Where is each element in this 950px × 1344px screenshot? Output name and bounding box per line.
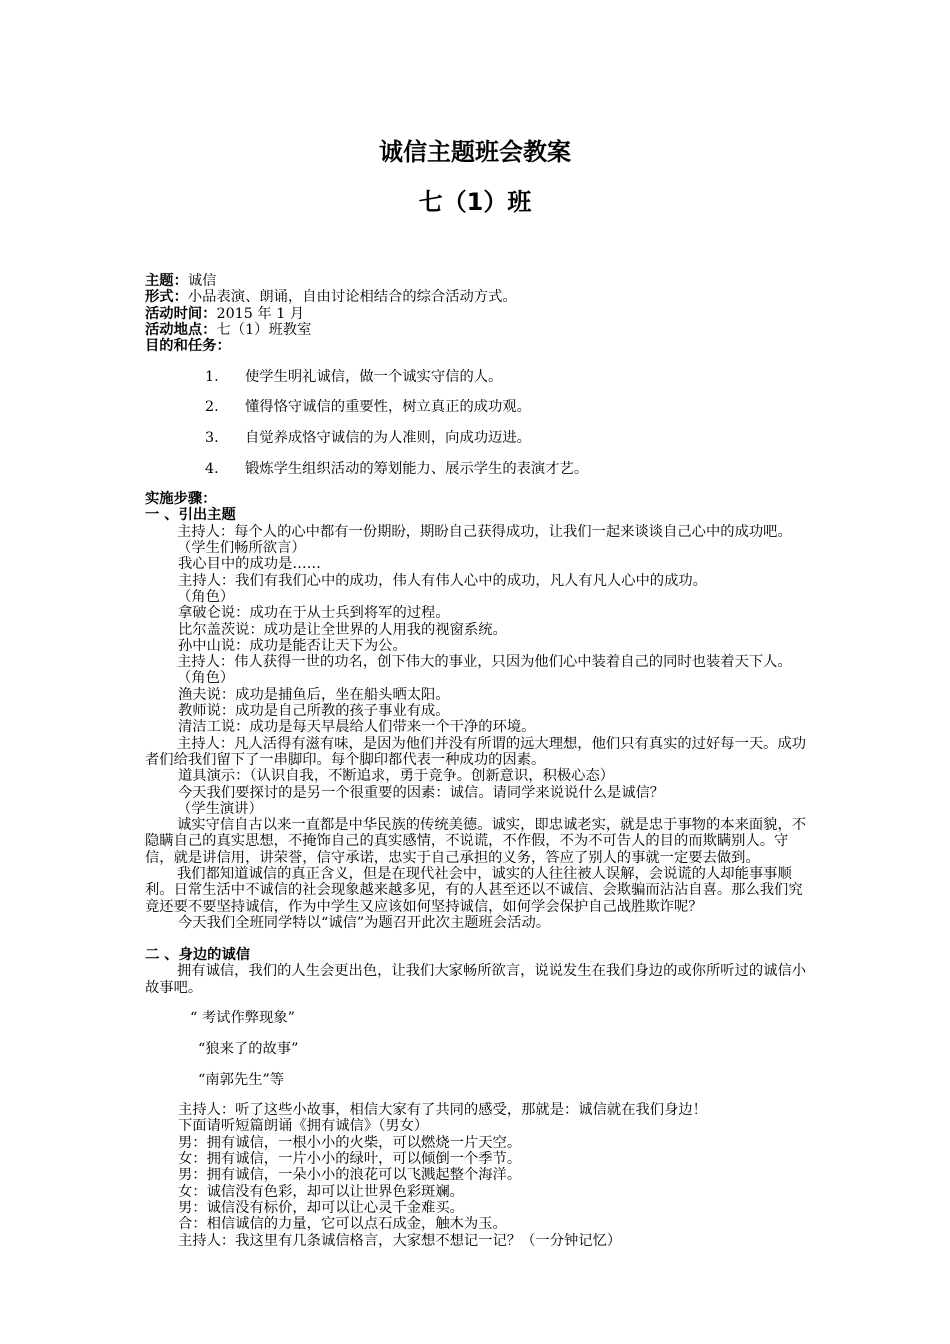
line: 孙中山说：成功是能否让天下为公。 [178,637,407,654]
goal-text: 使学生明礼诚信，做一个诚实守信的人。 [245,368,503,385]
meta-value: 诚信 [187,273,217,289]
meta-place [145,322,810,338]
section-heading: 二 、身边的诚信 [145,947,251,964]
line: （学生演讲） [177,800,263,817]
goal-number: 4. [205,460,219,477]
line: 主持人：我这里有几条诚信格言，大家想不想记一记？（一分钟记忆） [178,1232,622,1249]
document-body [145,273,810,1249]
class-subtitle: 七（1）班 [418,188,532,216]
line: 今天我们要探讨的是另一个很重要的因素：诚信。请同学来说说什么是诚信？ [178,784,665,801]
meta-value: 七（1）班教室 [216,321,312,338]
meta-label: 活动地点： [145,321,217,338]
goal-number: 2. [205,399,219,416]
goal-item [145,430,810,446]
line: 今天我们全班同学特以“诚信”为题召开此次主题班会活动。 [178,914,551,931]
story-item: “南郭先生”等 [198,1071,285,1088]
goal-item [145,461,810,477]
paragraph: 拥有诚信，我们的人生会更出色，让我们大家畅所欲言，说说发生在我们身边的或你所听过的诚信小故事吧。 [145,963,807,996]
line: 合：相信诚信的力量，它可以点石成金，触木为玉。 [178,1216,507,1233]
goal-item [145,399,810,415]
story-item: “ 考试作弊现象” [190,1010,295,1027]
meta-theme [145,273,810,289]
line: 下面请听短篇朗诵《拥有诚信》（男女） [178,1118,429,1135]
meta-label: 形式： [145,289,188,306]
goal-number: 1. [205,368,219,385]
meta-time [145,306,810,322]
line: 女：拥有诚信，一片小小的绿叶，可以倾倒一个季节。 [178,1151,522,1168]
document-title: 诚信主题班会教案 [379,138,571,166]
paragraph: 我们都知道诚信的真正含义，但是在现代社会中，诚实的人往往被人误解，会说谎的人却能事事顺利。日常生活中不诚信的社会现象越来越多见，有的人甚至还以不诚信、会欺骗而沾沾自喜。那么我们究竟还要不要坚持诚信，作为中学生又应该如何坚持诚信，如何学会保护自己战胜欺诈呢？ [145,865,803,915]
line: （学生们畅所欲言） [177,540,306,557]
goals-heading: 目的和任务： [145,338,231,355]
line: 男：诚信没有标价，却可以让心灵千金难买。 [178,1199,464,1216]
goal-text: 懂得恪守诚信的重要性，树立真正的成功观。 [245,399,531,416]
line: 男：拥有诚信，一根小小的火柴，可以燃烧一片天空。 [178,1134,522,1151]
steps-heading: 实施步骤： [145,491,217,508]
line: 男：拥有诚信，一朵小小的浪花可以飞溅起整个海洋。 [178,1167,522,1184]
paragraph: 主持人：凡人活得有滋有味，是因为他们并没有所谓的远大理想，他们只有真实的过好每一天。成功者们给我们留下了一串脚印。每个脚印都代表一种成功的因素。 [145,735,807,768]
line: 主持人：听了这些小故事，相信大家有了共同的感受，那就是：诚信就在我们身边！ [178,1102,707,1119]
goal-item [145,369,810,385]
line: 女：诚信没有色彩，却可以让世界色彩斑斓。 [178,1183,464,1200]
meta-label: 活动时间： [145,305,217,322]
goal-number: 3. [205,429,219,446]
line: 主持人：我们有我们心中的成功，伟人有伟人心中的成功，凡人有凡人心中的成功。 [178,572,707,589]
line: 清洁工说：成功是每天早晨给人们带来一个干净的环境。 [178,719,536,736]
goal-text: 自觉养成恪守诚信的为人准则，向成功迈进。 [245,429,531,446]
paragraph: 主持人：伟人获得一世的功名，创下伟大的事业，只因为他们心中装着自己的同时也装着天下人。 [177,654,792,671]
line: 渔夫说：成功是捕鱼后，坐在船头晒太阳。 [178,686,450,703]
line: 拿破仑说：成功在于从士兵到将军的过程。 [178,605,450,622]
meta-value: 小品表演、朗诵，自由讨论相结合的综合活动方式。 [187,289,517,306]
line: 比尔盖茨说：成功是让全世界的人用我的视窗系统。 [178,621,507,638]
line: （角色） [177,670,235,687]
section-heading: 一 、引出主题 [145,507,236,524]
paragraph: 主持人：每个人的心中都有一份期盼，期盼自己获得成功，让我们一起来谈谈自己心中的成功吧。 [177,523,792,540]
line: 道具演示：（认识自我，不断追求，勇于竞争。创新意识，积极心态） [178,768,615,785]
line: 我心目中的成功是…… [178,556,321,573]
paragraph: 诚实守信自古以来一直都是中华民族的传统美德。诚实，即忠诚老实，就是忠于事物的本来面貌，不隐瞒自己的真实思想，不掩饰自己的真实感情，不说谎，不作假，不为不可告人的目的而欺瞒别人。守信，就是讲信用，讲荣誉，信守承诺，忠实于自己承担的义务，答应了别人的事就一定要去做到。 [145,817,807,866]
story-item: “狼来了的故事” [198,1040,299,1057]
goal-text: 锻炼学生组织活动的筹划能力、展示学生的表演才艺。 [245,460,589,477]
meta-label: 主题： [145,273,188,289]
line: （角色） [177,588,235,605]
line: 教师说：成功是自己所教的孩子事业有成。 [178,703,450,720]
meta-form [145,289,810,305]
meta-value: 2015 年 1 月 [216,305,305,322]
section-gap [145,931,810,947]
